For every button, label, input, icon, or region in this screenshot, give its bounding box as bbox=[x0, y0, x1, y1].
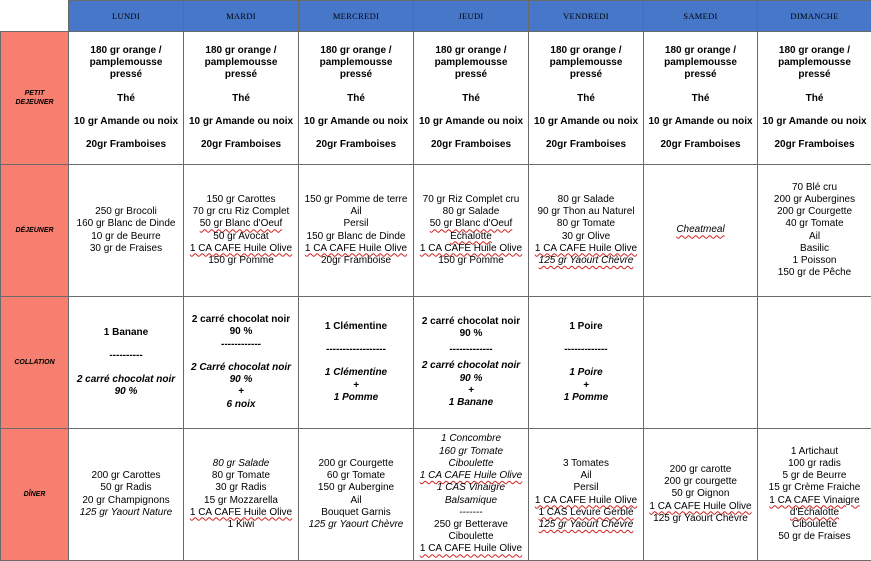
food-item: 5 gr de Beurre bbox=[758, 470, 871, 482]
day-header-dimanche: DIMANCHE bbox=[758, 1, 871, 32]
breakfast-item: Thé bbox=[414, 93, 528, 105]
food-item: 90 gr Thon au Naturel bbox=[529, 206, 643, 218]
dejeuner-jeudi bbox=[414, 165, 529, 297]
food-item: 15 gr Mozzarella bbox=[184, 495, 298, 507]
food-item: 40 gr Tomate bbox=[758, 218, 871, 230]
food-item bbox=[414, 243, 528, 255]
collation-separator: ------------- bbox=[529, 344, 643, 356]
food-item bbox=[299, 243, 413, 255]
breakfast-item: 20gr Framboises bbox=[184, 139, 298, 151]
collation-item: 1 Banane bbox=[414, 397, 528, 409]
collation-item: 1 Clémentine bbox=[299, 321, 413, 333]
food-item: Persil bbox=[529, 482, 643, 494]
food-item: 50 gr Oignon bbox=[644, 488, 757, 500]
day-header-jeudi: JEUDI bbox=[414, 1, 529, 32]
food-item: ------- bbox=[414, 507, 528, 519]
day-header-vendredi: VENDREDI bbox=[529, 1, 644, 32]
cheatmeal-text: Cheatmeal bbox=[676, 224, 724, 235]
food-item: 50 gr Avocat bbox=[184, 231, 298, 243]
dejeuner-mardi bbox=[184, 165, 299, 297]
collation-separator: ------------------ bbox=[299, 344, 413, 356]
collation-item: 2 carré chocolat noir bbox=[414, 360, 528, 372]
food-item: 70 Blé cru bbox=[758, 182, 871, 194]
collation-samedi bbox=[644, 297, 758, 429]
food-item: 200 gr carotte bbox=[644, 464, 757, 476]
food-item: 70 gr Riz Complet cru bbox=[414, 194, 528, 206]
food-item-text: Echalotte bbox=[450, 231, 492, 242]
petit-dejeuner-vendredi bbox=[529, 32, 644, 165]
food-item-text: 1 CA CAFE Huile Olive bbox=[535, 243, 637, 254]
food-item: Ail bbox=[299, 495, 413, 507]
food-item bbox=[644, 501, 757, 513]
petit-dejeuner-lundi bbox=[69, 32, 184, 165]
collation-item: 2 carré chocolat noir bbox=[414, 316, 528, 328]
food-item-text: 125 gr Yaourt Chèvre bbox=[539, 519, 634, 530]
day-header-mercredi: MERCREDI bbox=[299, 1, 414, 32]
food-item: Persil bbox=[299, 218, 413, 230]
food-item: 200 gr Aubergines bbox=[758, 194, 871, 206]
food-item bbox=[414, 218, 528, 230]
food-item-text: d'Echalotte bbox=[790, 507, 839, 518]
meal-label-dejeuner: DÉJEUNER bbox=[1, 165, 69, 297]
collation-item: 6 noix bbox=[184, 399, 298, 411]
food-item-text: 1 CA CAFE Huile Olive bbox=[420, 470, 522, 481]
collation-plus: + bbox=[414, 385, 528, 397]
breakfast-item: pressé bbox=[758, 69, 871, 81]
food-item bbox=[529, 495, 643, 507]
food-item-text: 1 CA CAFE Huile Olive bbox=[190, 507, 292, 518]
food-item: 70 gr cru Riz Complet bbox=[184, 206, 298, 218]
petit-dejeuner-samedi bbox=[644, 32, 758, 165]
breakfast-item: pressé bbox=[644, 69, 757, 81]
food-item: 200 gr courgette bbox=[644, 476, 757, 488]
food-item: 30 gr de Fraises bbox=[69, 243, 183, 255]
food-item: 150 gr Blanc de Dinde bbox=[299, 231, 413, 243]
day-header-mardi: MARDI bbox=[184, 1, 299, 32]
meal-label-petit-dejeuner: PETIT DEJEUNER bbox=[1, 32, 69, 165]
food-item: Balsamique bbox=[414, 495, 528, 507]
food-item bbox=[529, 243, 643, 255]
petit-dejeuner-mercredi bbox=[299, 32, 414, 165]
food-item: 1 Concombre bbox=[414, 433, 528, 445]
food-item: 10 gr de Beurre bbox=[69, 231, 183, 243]
food-item: 200 gr Courgette bbox=[299, 458, 413, 470]
food-item bbox=[529, 519, 643, 531]
breakfast-item: 20gr Framboises bbox=[758, 139, 871, 151]
food-item-text: 1 CA CAFE Huile Olive bbox=[649, 501, 751, 512]
collation-mercredi bbox=[299, 297, 414, 429]
food-item-text: 1 CA CAFE Huile Olive bbox=[535, 495, 637, 506]
food-item: 250 gr Betterave bbox=[414, 519, 528, 531]
food-item bbox=[414, 231, 528, 243]
row-petit-dejeuner bbox=[1, 32, 871, 165]
food-item bbox=[529, 507, 643, 519]
food-item: 20 gr Champignons bbox=[69, 495, 183, 507]
collation-item: 90 % bbox=[414, 328, 528, 340]
collation-item: 2 carré chocolat noir bbox=[184, 314, 298, 326]
food-item-text: 125 gr Yaourt Chèvre bbox=[539, 255, 634, 266]
food-item-text: 50 gr Blanc d'Oeuf bbox=[430, 218, 513, 229]
breakfast-item: 10 gr Amande ou noix bbox=[529, 116, 643, 128]
food-item: 150 gr Pomme de terre bbox=[299, 194, 413, 206]
food-item: 20gr Framboise bbox=[299, 255, 413, 267]
food-item-text: 1 CA CAFE Huile Olive bbox=[420, 543, 522, 554]
row-collation bbox=[1, 297, 871, 429]
petit-dejeuner-dimanche bbox=[758, 32, 871, 165]
meal-label-diner: DÎNER bbox=[1, 429, 69, 561]
food-item: 160 gr Tomate bbox=[414, 446, 528, 458]
breakfast-item: 20gr Framboises bbox=[414, 139, 528, 151]
food-item-text: 1 CA CAFE Vinaigre bbox=[769, 495, 859, 506]
food-item-text: 1 CA CAFE Huile Olive bbox=[190, 243, 292, 254]
collation-item: 1 Poire bbox=[529, 367, 643, 379]
breakfast-item: 20gr Framboises bbox=[299, 139, 413, 151]
collation-item: 2 carré chocolat noir bbox=[69, 374, 183, 386]
food-item: 125 gr Yaourt Chèvre bbox=[644, 513, 757, 525]
breakfast-item: 180 gr orange / bbox=[644, 45, 757, 57]
food-item: 50 gr de Fraises bbox=[758, 531, 871, 543]
food-item bbox=[184, 243, 298, 255]
breakfast-item: 180 gr orange / bbox=[414, 45, 528, 57]
breakfast-item: 180 gr orange / bbox=[529, 45, 643, 57]
breakfast-item: Thé bbox=[299, 93, 413, 105]
petit-dejeuner-mardi bbox=[184, 32, 299, 165]
food-item: Ail bbox=[529, 470, 643, 482]
food-item: 60 gr Tomate bbox=[299, 470, 413, 482]
food-item: 150 gr Carottes bbox=[184, 194, 298, 206]
breakfast-item: pressé bbox=[69, 69, 183, 81]
food-item bbox=[758, 507, 871, 519]
food-item: Ail bbox=[758, 231, 871, 243]
collation-item: 1 Banane bbox=[69, 327, 183, 339]
collation-plus: + bbox=[184, 386, 298, 398]
collation-item: 1 Pomme bbox=[529, 392, 643, 404]
dejeuner-lundi bbox=[69, 165, 184, 297]
collation-separator: ------------- bbox=[414, 344, 528, 356]
collation-dimanche bbox=[758, 297, 871, 429]
breakfast-item: pamplemousse bbox=[69, 57, 183, 69]
food-item: Ciboulette bbox=[414, 531, 528, 543]
food-item bbox=[414, 543, 528, 555]
breakfast-item: 20gr Framboises bbox=[644, 139, 757, 151]
breakfast-item: pressé bbox=[299, 69, 413, 81]
breakfast-item: Thé bbox=[644, 93, 757, 105]
food-item bbox=[758, 495, 871, 507]
diner-vendredi bbox=[529, 429, 644, 561]
breakfast-item: Thé bbox=[529, 93, 643, 105]
diner-jeudi bbox=[414, 429, 529, 561]
dejeuner-dimanche bbox=[758, 165, 871, 297]
food-item: 30 gr Radis bbox=[184, 482, 298, 494]
breakfast-item: 180 gr orange / bbox=[758, 45, 871, 57]
food-item: 250 gr Brocoli bbox=[69, 206, 183, 218]
dejeuner-mercredi bbox=[299, 165, 414, 297]
food-item: 200 gr Courgette bbox=[758, 206, 871, 218]
food-item bbox=[414, 470, 528, 482]
food-item: 150 gr Pomme bbox=[184, 255, 298, 267]
food-item: 80 gr Salade bbox=[529, 194, 643, 206]
meal-label-collation: COLLATION bbox=[1, 297, 69, 429]
header-row bbox=[1, 1, 871, 32]
collation-item: 90 % bbox=[414, 373, 528, 385]
breakfast-item: pressé bbox=[184, 69, 298, 81]
breakfast-item: 10 gr Amande ou noix bbox=[69, 116, 183, 128]
food-item: Bouquet Garnis bbox=[299, 507, 413, 519]
food-item: 1 CAS Vinaigre bbox=[414, 482, 528, 494]
food-item bbox=[184, 218, 298, 230]
day-header-lundi: LUNDI bbox=[69, 1, 184, 32]
food-item-text: 1 CA CAFE Huile Olive bbox=[420, 243, 522, 254]
food-item bbox=[184, 507, 298, 519]
food-item: 160 gr Blanc de Dinde bbox=[69, 218, 183, 230]
food-item: Ail bbox=[299, 206, 413, 218]
breakfast-item: 180 gr orange / bbox=[69, 45, 183, 57]
food-item: 200 gr Carottes bbox=[69, 470, 183, 482]
diner-mercredi bbox=[299, 429, 414, 561]
food-item: Ciboulette bbox=[414, 458, 528, 470]
diner-dimanche bbox=[758, 429, 871, 561]
breakfast-item: 10 gr Amande ou noix bbox=[644, 116, 757, 128]
breakfast-item: pamplemousse bbox=[529, 57, 643, 69]
collation-separator: ---------- bbox=[69, 350, 183, 362]
food-item-text: 1 CA CAFE Huile Olive bbox=[305, 243, 407, 254]
breakfast-item: pamplemousse bbox=[184, 57, 298, 69]
food-item-text: 50 gr Blanc d'Oeuf bbox=[200, 218, 283, 229]
collation-item: 2 Carré chocolat noir bbox=[184, 362, 298, 374]
food-item: Ciboulette bbox=[758, 519, 871, 531]
food-item: 1 Artichaut bbox=[758, 446, 871, 458]
diner-samedi bbox=[644, 429, 758, 561]
food-item: 150 gr Pomme bbox=[414, 255, 528, 267]
food-item: 1 Poisson bbox=[758, 255, 871, 267]
breakfast-item: pamplemousse bbox=[299, 57, 413, 69]
breakfast-item: 20gr Framboises bbox=[529, 139, 643, 151]
food-item: 30 gr Olive bbox=[529, 231, 643, 243]
diner-mardi bbox=[184, 429, 299, 561]
food-item: 1 Kiwi bbox=[184, 519, 298, 531]
food-item: 50 gr Radis bbox=[69, 482, 183, 494]
dejeuner-vendredi bbox=[529, 165, 644, 297]
collation-item: 90 % bbox=[184, 326, 298, 338]
food-item: 125 gr Yaourt Nature bbox=[69, 507, 183, 519]
food-item: 150 gr Aubergine bbox=[299, 482, 413, 494]
food-item: 100 gr radis bbox=[758, 458, 871, 470]
breakfast-item: pamplemousse bbox=[644, 57, 757, 69]
row-dejeuner bbox=[1, 165, 871, 297]
breakfast-item: Thé bbox=[184, 93, 298, 105]
food-item: 150 gr de Pêche bbox=[758, 267, 871, 279]
food-item: 125 gr Yaourt Chèvre bbox=[299, 519, 413, 531]
collation-lundi bbox=[69, 297, 184, 429]
collation-item: 90 % bbox=[69, 386, 183, 398]
food-item: Basilic bbox=[758, 243, 871, 255]
food-item: 15 gr Crème Fraiche bbox=[758, 482, 871, 494]
food-item: 80 gr Salade bbox=[414, 206, 528, 218]
collation-plus: + bbox=[529, 380, 643, 392]
day-header-samedi: SAMEDI bbox=[644, 1, 758, 32]
food-item: 80 gr Tomate bbox=[184, 470, 298, 482]
collation-item: 1 Poire bbox=[529, 321, 643, 333]
breakfast-item: 10 gr Amande ou noix bbox=[758, 116, 871, 128]
breakfast-item: pamplemousse bbox=[758, 57, 871, 69]
breakfast-item: pressé bbox=[414, 69, 528, 81]
breakfast-item: Thé bbox=[758, 93, 871, 105]
corner-cell bbox=[1, 1, 69, 32]
food-item bbox=[529, 255, 643, 267]
collation-mardi bbox=[184, 297, 299, 429]
breakfast-item: 10 gr Amande ou noix bbox=[184, 116, 298, 128]
food-item: 3 Tomates bbox=[529, 458, 643, 470]
food-item: 80 gr Salade bbox=[184, 458, 298, 470]
row-diner bbox=[1, 429, 871, 561]
collation-item: 1 Pomme bbox=[299, 392, 413, 404]
breakfast-item: 10 gr Amande ou noix bbox=[299, 116, 413, 128]
petit-dejeuner-jeudi bbox=[414, 32, 529, 165]
collation-plus: + bbox=[299, 380, 413, 392]
collation-item: 90 % bbox=[184, 374, 298, 386]
breakfast-item: 10 gr Amande ou noix bbox=[414, 116, 528, 128]
collation-item: 1 Clémentine bbox=[299, 367, 413, 379]
breakfast-item: Thé bbox=[69, 93, 183, 105]
breakfast-item: 20gr Framboises bbox=[69, 139, 183, 151]
breakfast-item: pamplemousse bbox=[414, 57, 528, 69]
dejeuner-samedi bbox=[644, 165, 758, 297]
breakfast-item: 180 gr orange / bbox=[184, 45, 298, 57]
collation-jeudi bbox=[414, 297, 529, 429]
breakfast-item: 180 gr orange / bbox=[299, 45, 413, 57]
diner-lundi bbox=[69, 429, 184, 561]
food-item-text: 1 CAS Levure Gerblé bbox=[538, 507, 633, 518]
breakfast-item: pressé bbox=[529, 69, 643, 81]
collation-vendredi bbox=[529, 297, 644, 429]
collation-separator: ------------ bbox=[184, 339, 298, 351]
food-item: 80 gr Tomate bbox=[529, 218, 643, 230]
